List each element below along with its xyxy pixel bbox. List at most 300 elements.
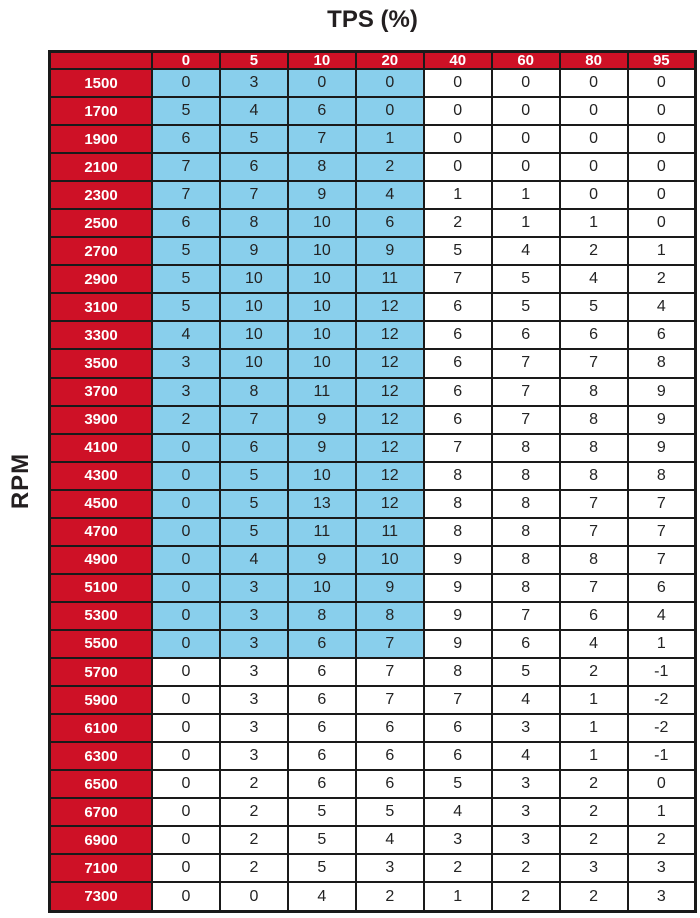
col-header-tps-60: 60 xyxy=(492,52,560,70)
col-header-tps-10: 10 xyxy=(288,52,356,70)
value-cell: 1 xyxy=(628,237,696,265)
value-cell: 8 xyxy=(424,462,492,490)
value-cell: 2 xyxy=(424,209,492,237)
value-cell: 6 xyxy=(288,686,356,714)
table-row xyxy=(50,293,696,321)
table-header xyxy=(50,52,696,70)
table-row xyxy=(50,742,696,770)
value-cell: 0 xyxy=(152,69,220,97)
table-row xyxy=(50,125,696,153)
value-cell: 8 xyxy=(560,434,628,462)
row-header-rpm-3900: 3900 xyxy=(50,406,153,434)
value-cell: 7 xyxy=(492,378,560,406)
value-cell: 10 xyxy=(220,321,288,349)
value-cell: 5 xyxy=(560,293,628,321)
value-cell: 13 xyxy=(288,490,356,518)
value-cell: 3 xyxy=(220,69,288,97)
table-row xyxy=(50,69,696,97)
value-cell: 10 xyxy=(220,293,288,321)
value-cell: 2 xyxy=(356,882,424,911)
value-cell: -2 xyxy=(628,686,696,714)
value-cell: 0 xyxy=(288,69,356,97)
table-row xyxy=(50,546,696,574)
row-header-rpm-2300: 2300 xyxy=(50,181,153,209)
value-cell: 3 xyxy=(492,826,560,854)
row-header-rpm-5100: 5100 xyxy=(50,574,153,602)
value-cell: 10 xyxy=(220,265,288,293)
value-cell: 7 xyxy=(288,125,356,153)
table-row xyxy=(50,882,696,911)
value-cell: 4 xyxy=(424,798,492,826)
value-cell: 10 xyxy=(288,265,356,293)
value-cell: 3 xyxy=(220,686,288,714)
row-header-rpm-5500: 5500 xyxy=(50,630,153,658)
value-cell: 6 xyxy=(220,153,288,181)
col-header-tps-80: 80 xyxy=(560,52,628,70)
value-cell: 0 xyxy=(356,69,424,97)
col-header-tps-40: 40 xyxy=(424,52,492,70)
value-cell: 8 xyxy=(492,574,560,602)
value-cell: 10 xyxy=(288,293,356,321)
table-row xyxy=(50,462,696,490)
table-row xyxy=(50,406,696,434)
value-cell: 2 xyxy=(628,826,696,854)
value-cell: 4 xyxy=(356,181,424,209)
value-cell: 5 xyxy=(424,237,492,265)
value-cell: 1 xyxy=(424,882,492,911)
value-cell: 0 xyxy=(492,125,560,153)
value-cell: 11 xyxy=(288,378,356,406)
value-cell: 8 xyxy=(288,153,356,181)
value-cell: 6 xyxy=(424,714,492,742)
table-row xyxy=(50,237,696,265)
value-cell: 3 xyxy=(220,742,288,770)
value-cell: 6 xyxy=(424,742,492,770)
value-cell: 8 xyxy=(628,462,696,490)
table-row xyxy=(50,265,696,293)
row-header-rpm-6100: 6100 xyxy=(50,714,153,742)
value-cell: 9 xyxy=(288,434,356,462)
value-cell: 7 xyxy=(628,518,696,546)
row-header-rpm-5900: 5900 xyxy=(50,686,153,714)
table-row xyxy=(50,490,696,518)
value-cell: 6 xyxy=(628,574,696,602)
value-cell: 9 xyxy=(288,406,356,434)
value-cell: 6 xyxy=(424,349,492,377)
value-cell: 7 xyxy=(152,181,220,209)
value-cell: 0 xyxy=(628,97,696,125)
value-cell: 8 xyxy=(424,658,492,686)
row-header-rpm-1900: 1900 xyxy=(50,125,153,153)
value-cell: 0 xyxy=(152,630,220,658)
value-cell: 4 xyxy=(220,97,288,125)
table-row xyxy=(50,602,696,630)
value-cell: 7 xyxy=(560,490,628,518)
value-cell: 4 xyxy=(628,602,696,630)
value-cell: 12 xyxy=(356,490,424,518)
value-cell: 0 xyxy=(152,686,220,714)
value-cell: 8 xyxy=(492,518,560,546)
value-cell: 6 xyxy=(424,406,492,434)
value-cell: 9 xyxy=(628,434,696,462)
value-cell: 9 xyxy=(288,181,356,209)
value-cell: 2 xyxy=(628,265,696,293)
value-cell: 0 xyxy=(152,826,220,854)
value-cell: 8 xyxy=(492,490,560,518)
value-cell: 12 xyxy=(356,293,424,321)
value-cell: 2 xyxy=(560,798,628,826)
value-cell: 1 xyxy=(560,714,628,742)
value-cell: 12 xyxy=(356,462,424,490)
value-cell: 2 xyxy=(152,406,220,434)
value-cell: 5 xyxy=(492,658,560,686)
value-cell: 0 xyxy=(424,125,492,153)
table-body xyxy=(50,69,696,912)
value-cell: 2 xyxy=(560,237,628,265)
value-cell: 12 xyxy=(356,321,424,349)
value-cell: 11 xyxy=(356,518,424,546)
row-header-rpm-6300: 6300 xyxy=(50,742,153,770)
value-cell: 6 xyxy=(424,293,492,321)
value-cell: 8 xyxy=(288,602,356,630)
value-cell: 3 xyxy=(220,574,288,602)
row-header-rpm-2100: 2100 xyxy=(50,153,153,181)
value-cell: 0 xyxy=(152,434,220,462)
value-cell: 0 xyxy=(492,97,560,125)
value-cell: 9 xyxy=(628,406,696,434)
value-cell: 4 xyxy=(288,882,356,911)
value-cell: 0 xyxy=(152,658,220,686)
value-cell: 7 xyxy=(560,518,628,546)
value-cell: 0 xyxy=(560,69,628,97)
value-cell: -1 xyxy=(628,658,696,686)
table-row xyxy=(50,518,696,546)
table-row xyxy=(50,574,696,602)
value-cell: 4 xyxy=(560,630,628,658)
value-cell: 6 xyxy=(152,125,220,153)
value-cell: 6 xyxy=(220,434,288,462)
value-cell: 3 xyxy=(492,798,560,826)
table-row xyxy=(50,854,696,882)
value-cell: 7 xyxy=(628,490,696,518)
value-cell: 12 xyxy=(356,349,424,377)
value-cell: 4 xyxy=(356,826,424,854)
value-cell: 6 xyxy=(356,770,424,798)
row-header-rpm-2700: 2700 xyxy=(50,237,153,265)
row-header-rpm-7100: 7100 xyxy=(50,854,153,882)
value-cell: 5 xyxy=(220,490,288,518)
tps-rpm-map-table xyxy=(48,50,697,913)
value-cell: 0 xyxy=(152,882,220,911)
value-cell: 3 xyxy=(560,854,628,882)
table-row xyxy=(50,181,696,209)
value-cell: 7 xyxy=(356,658,424,686)
y-axis-label: RPM xyxy=(7,452,34,510)
table-row xyxy=(50,209,696,237)
value-cell: 7 xyxy=(424,434,492,462)
value-cell: 2 xyxy=(220,770,288,798)
value-cell: 0 xyxy=(356,97,424,125)
value-cell: 7 xyxy=(492,349,560,377)
value-cell: 7 xyxy=(220,406,288,434)
value-cell: 1 xyxy=(492,181,560,209)
table-row xyxy=(50,434,696,462)
value-cell: 0 xyxy=(152,602,220,630)
value-cell: 0 xyxy=(152,518,220,546)
value-cell: 0 xyxy=(492,69,560,97)
value-cell: 0 xyxy=(628,181,696,209)
value-cell: 6 xyxy=(288,714,356,742)
value-cell: 7 xyxy=(424,265,492,293)
row-header-rpm-3100: 3100 xyxy=(50,293,153,321)
value-cell: 3 xyxy=(220,630,288,658)
value-cell: 6 xyxy=(356,714,424,742)
value-cell: 12 xyxy=(356,378,424,406)
value-cell: 7 xyxy=(560,574,628,602)
value-cell: 7 xyxy=(560,349,628,377)
value-cell: 7 xyxy=(492,602,560,630)
value-cell: 5 xyxy=(288,798,356,826)
row-header-rpm-1500: 1500 xyxy=(50,69,153,97)
row-header-rpm-1700: 1700 xyxy=(50,97,153,125)
value-cell: 10 xyxy=(356,546,424,574)
value-cell: 2 xyxy=(220,798,288,826)
value-cell: 8 xyxy=(424,518,492,546)
value-cell: 8 xyxy=(560,546,628,574)
value-cell: 2 xyxy=(356,153,424,181)
value-cell: 5 xyxy=(288,854,356,882)
value-cell: 9 xyxy=(424,574,492,602)
value-cell: 5 xyxy=(288,826,356,854)
value-cell: 5 xyxy=(152,293,220,321)
value-cell: 2 xyxy=(560,658,628,686)
value-cell: 5 xyxy=(492,265,560,293)
value-cell: 10 xyxy=(220,349,288,377)
value-cell: 3 xyxy=(220,658,288,686)
row-header-rpm-2900: 2900 xyxy=(50,265,153,293)
value-cell: 0 xyxy=(560,181,628,209)
row-header-rpm-6700: 6700 xyxy=(50,798,153,826)
value-cell: 9 xyxy=(628,378,696,406)
value-cell: 6 xyxy=(288,770,356,798)
value-cell: 1 xyxy=(560,742,628,770)
value-cell: 3 xyxy=(220,602,288,630)
row-header-rpm-3300: 3300 xyxy=(50,321,153,349)
value-cell: 10 xyxy=(288,574,356,602)
value-cell: 0 xyxy=(152,490,220,518)
value-cell: 2 xyxy=(492,882,560,911)
value-cell: 6 xyxy=(492,630,560,658)
value-cell: 8 xyxy=(492,546,560,574)
value-cell: 6 xyxy=(424,321,492,349)
value-cell: 5 xyxy=(152,97,220,125)
value-cell: 1 xyxy=(424,181,492,209)
value-cell: 7 xyxy=(220,181,288,209)
value-cell: 7 xyxy=(356,686,424,714)
value-cell: 0 xyxy=(628,125,696,153)
value-cell: 7 xyxy=(628,546,696,574)
value-cell: 1 xyxy=(560,209,628,237)
value-cell: 0 xyxy=(628,770,696,798)
value-cell: 8 xyxy=(220,378,288,406)
value-cell: 0 xyxy=(220,882,288,911)
table-row xyxy=(50,630,696,658)
corner-cell xyxy=(50,52,153,70)
value-cell: 2 xyxy=(220,826,288,854)
value-cell: 1 xyxy=(492,209,560,237)
table-row xyxy=(50,798,696,826)
value-cell: 8 xyxy=(560,462,628,490)
value-cell: 9 xyxy=(356,237,424,265)
value-cell: 9 xyxy=(424,630,492,658)
value-cell: 6 xyxy=(288,658,356,686)
value-cell: 6 xyxy=(288,630,356,658)
value-cell: 2 xyxy=(424,854,492,882)
value-cell: 9 xyxy=(220,237,288,265)
value-cell: 7 xyxy=(424,686,492,714)
header-row xyxy=(50,52,696,70)
value-cell: 6 xyxy=(560,602,628,630)
table-row xyxy=(50,686,696,714)
value-cell: 6 xyxy=(492,321,560,349)
row-header-rpm-6900: 6900 xyxy=(50,826,153,854)
row-header-rpm-4100: 4100 xyxy=(50,434,153,462)
value-cell: 5 xyxy=(492,293,560,321)
value-cell: 3 xyxy=(152,349,220,377)
value-cell: 0 xyxy=(560,125,628,153)
value-cell: 2 xyxy=(560,770,628,798)
value-cell: 4 xyxy=(560,265,628,293)
value-cell: 2 xyxy=(560,826,628,854)
value-cell: 6 xyxy=(288,742,356,770)
value-cell: 10 xyxy=(288,237,356,265)
value-cell: 5 xyxy=(424,770,492,798)
table-row xyxy=(50,153,696,181)
value-cell: 3 xyxy=(628,854,696,882)
value-cell: 3 xyxy=(628,882,696,911)
value-cell: 4 xyxy=(492,237,560,265)
value-cell: 8 xyxy=(492,462,560,490)
value-cell: 3 xyxy=(356,854,424,882)
table-row xyxy=(50,97,696,125)
col-header-tps-5: 5 xyxy=(220,52,288,70)
value-cell: 5 xyxy=(356,798,424,826)
value-cell: 6 xyxy=(152,209,220,237)
value-cell: 6 xyxy=(288,97,356,125)
table-row xyxy=(50,321,696,349)
value-cell: 8 xyxy=(560,378,628,406)
value-cell: 3 xyxy=(492,714,560,742)
row-header-rpm-7300: 7300 xyxy=(50,882,153,911)
value-cell: 3 xyxy=(220,714,288,742)
value-cell: 5 xyxy=(152,265,220,293)
value-cell: 2 xyxy=(560,882,628,911)
value-cell: 5 xyxy=(220,518,288,546)
row-header-rpm-5300: 5300 xyxy=(50,602,153,630)
table-row xyxy=(50,770,696,798)
chart-title: TPS (%) xyxy=(327,6,418,33)
value-cell: 0 xyxy=(152,546,220,574)
value-cell: 9 xyxy=(424,602,492,630)
value-cell: 4 xyxy=(492,686,560,714)
col-header-tps-0: 0 xyxy=(152,52,220,70)
value-cell: 8 xyxy=(356,602,424,630)
value-cell: 0 xyxy=(152,854,220,882)
row-header-rpm-2500: 2500 xyxy=(50,209,153,237)
value-cell: 0 xyxy=(152,798,220,826)
value-cell: 1 xyxy=(628,630,696,658)
value-cell: 3 xyxy=(152,378,220,406)
table-row xyxy=(50,658,696,686)
table-row xyxy=(50,349,696,377)
value-cell: 8 xyxy=(424,490,492,518)
row-header-rpm-6500: 6500 xyxy=(50,770,153,798)
value-cell: 7 xyxy=(356,630,424,658)
value-cell: 0 xyxy=(152,714,220,742)
row-header-rpm-3700: 3700 xyxy=(50,378,153,406)
value-cell: 0 xyxy=(424,97,492,125)
value-cell: 6 xyxy=(628,321,696,349)
row-header-rpm-4700: 4700 xyxy=(50,518,153,546)
value-cell: 10 xyxy=(288,321,356,349)
value-cell: 8 xyxy=(628,349,696,377)
value-cell: 6 xyxy=(560,321,628,349)
row-header-rpm-4300: 4300 xyxy=(50,462,153,490)
value-cell: 0 xyxy=(628,69,696,97)
value-cell: 1 xyxy=(628,798,696,826)
row-header-rpm-4500: 4500 xyxy=(50,490,153,518)
value-cell: 10 xyxy=(288,349,356,377)
table-row xyxy=(50,826,696,854)
value-cell: 4 xyxy=(220,546,288,574)
table-row xyxy=(50,714,696,742)
row-header-rpm-5700: 5700 xyxy=(50,658,153,686)
value-cell: 10 xyxy=(288,462,356,490)
value-cell: 7 xyxy=(492,406,560,434)
row-header-rpm-4900: 4900 xyxy=(50,546,153,574)
table-row xyxy=(50,378,696,406)
col-header-tps-95: 95 xyxy=(628,52,696,70)
value-cell: 0 xyxy=(152,770,220,798)
value-cell: 0 xyxy=(560,97,628,125)
value-cell: 9 xyxy=(424,546,492,574)
value-cell: 6 xyxy=(424,378,492,406)
value-cell: 3 xyxy=(492,770,560,798)
value-cell: -1 xyxy=(628,742,696,770)
value-cell: 12 xyxy=(356,406,424,434)
value-cell: 0 xyxy=(628,153,696,181)
value-cell: 8 xyxy=(560,406,628,434)
value-cell: 11 xyxy=(288,518,356,546)
value-cell: 5 xyxy=(220,462,288,490)
value-cell: 4 xyxy=(628,293,696,321)
value-cell: 5 xyxy=(220,125,288,153)
value-cell: 2 xyxy=(492,854,560,882)
value-cell: 9 xyxy=(356,574,424,602)
value-cell: 0 xyxy=(152,574,220,602)
value-cell: 1 xyxy=(356,125,424,153)
value-cell: 1 xyxy=(560,686,628,714)
value-cell: 0 xyxy=(492,153,560,181)
value-cell: 12 xyxy=(356,434,424,462)
value-cell: 11 xyxy=(356,265,424,293)
value-cell: 3 xyxy=(424,826,492,854)
value-cell: 6 xyxy=(356,209,424,237)
value-cell: 4 xyxy=(152,321,220,349)
col-header-tps-20: 20 xyxy=(356,52,424,70)
value-cell: 10 xyxy=(288,209,356,237)
value-cell: 0 xyxy=(424,153,492,181)
